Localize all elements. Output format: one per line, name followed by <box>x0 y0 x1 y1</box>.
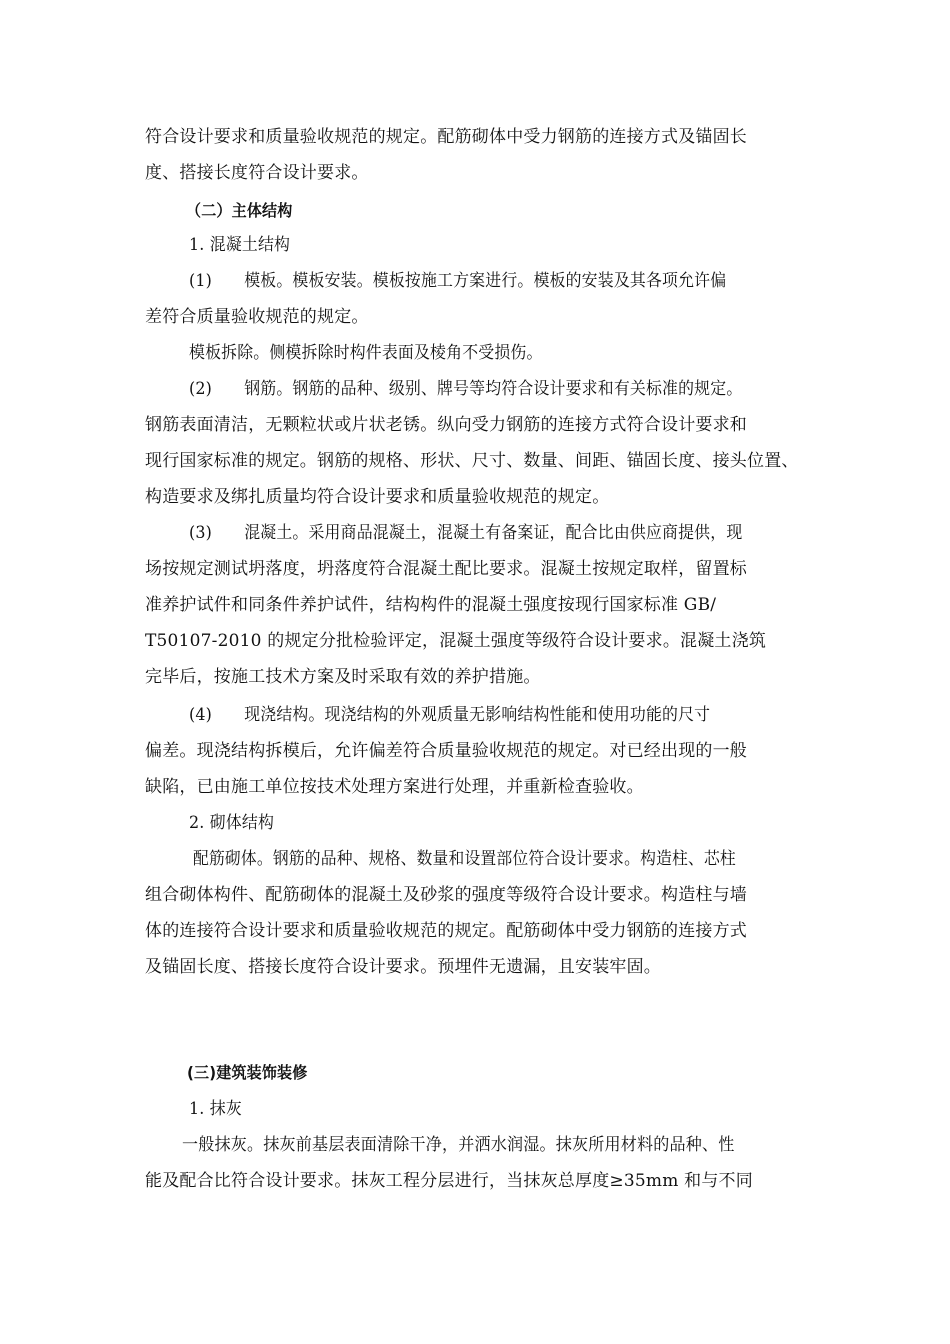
paragraph-line: 场按规定测试坍落度，坍落度符合混凝土配比要求。混凝土按规定取样，留置标 <box>145 559 747 579</box>
subsection-heading: 1. 抹灰 <box>189 1099 242 1119</box>
paragraph-line: 组合砌体构件、配筋砌体的混凝土及砂浆的强度等级符合设计要求。构造柱与墙 <box>145 885 747 905</box>
paragraph-line: (4) 现浇结构。现浇结构的外观质量无影响结构性能和使用功能的尺寸 <box>189 705 711 725</box>
paragraph-line: 差符合质量验收规范的规定。 <box>145 307 369 327</box>
paragraph-line: 度、搭接长度符合设计要求。 <box>145 163 369 183</box>
paragraph-line: 体的连接符合设计要求和质量验收规范的规定。配筋砌体中受力钢筋的连接方式 <box>145 921 747 941</box>
subsection-heading: 2. 砌体结构 <box>189 813 275 833</box>
paragraph-line: 符合设计要求和质量验收规范的规定。配筋砌体中受力钢筋的连接方式及锚固长 <box>145 127 747 147</box>
paragraph-line: 完毕后，按施工技术方案及时采取有效的养护措施。 <box>145 667 541 687</box>
paragraph-line: (2) 钢筋。钢筋的品种、级别、牌号等均符合设计要求和有关标准的规定。 <box>189 379 743 399</box>
paragraph-line: T50107-2010 的规定分批检验评定，混凝土强度等级符合设计要求。混凝土浇筑 <box>145 631 767 651</box>
paragraph-line: 现行国家标准的规定。钢筋的规格、形状、尺寸、数量、间距、锚固长度、接头位置、 <box>145 451 799 471</box>
paragraph-line: 偏差。现浇结构拆模后，允许偏差符合质量验收规范的规定。对已经出现的一般 <box>145 741 747 761</box>
paragraph-line: 一般抹灰。抹灰前基层表面清除干净，并洒水润湿。抹灰所用材料的品种、性 <box>182 1135 735 1155</box>
paragraph-line: 配筋砌体。钢筋的品种、规格、数量和设置部位符合设计要求。构造柱、芯柱 <box>193 849 736 869</box>
paragraph-line: 模板拆除。侧模拆除时构件表面及棱角不受损伤。 <box>189 343 543 363</box>
paragraph-line: (1) 模板。模板安装。模板按施工方案进行。模板的安装及其各项允许偏 <box>189 271 727 291</box>
section-heading: (三)建筑装饰装修 <box>187 1063 308 1082</box>
paragraph-line: 能及配合比符合设计要求。抹灰工程分层进行，当抹灰总厚度≥35mm 和与不同 <box>145 1171 753 1191</box>
paragraph-line: 构造要求及绑扎质量均符合设计要求和质量验收规范的规定。 <box>145 487 610 507</box>
subsection-heading: 1. 混凝土结构 <box>189 235 291 255</box>
paragraph-line: 准养护试件和同条件养护试件，结构构件的混凝土强度按现行国家标准 GB/ <box>145 595 717 615</box>
paragraph-line: 钢筋表面清洁，无颗粒状或片状老锈。纵向受力钢筋的连接方式符合设计要求和 <box>145 415 747 435</box>
section-heading: （二）主体结构 <box>186 201 293 220</box>
paragraph-line: 及锚固长度、搭接长度符合设计要求。预埋件无遗漏，且安装牢固。 <box>145 957 661 977</box>
paragraph-line: 缺陷，已由施工单位按技术处理方案进行处理，并重新检查验收。 <box>145 777 644 797</box>
paragraph-line: (3) 混凝土。采用商品混凝土，混凝土有备案证，配合比由供应商提供，现 <box>189 523 743 543</box>
